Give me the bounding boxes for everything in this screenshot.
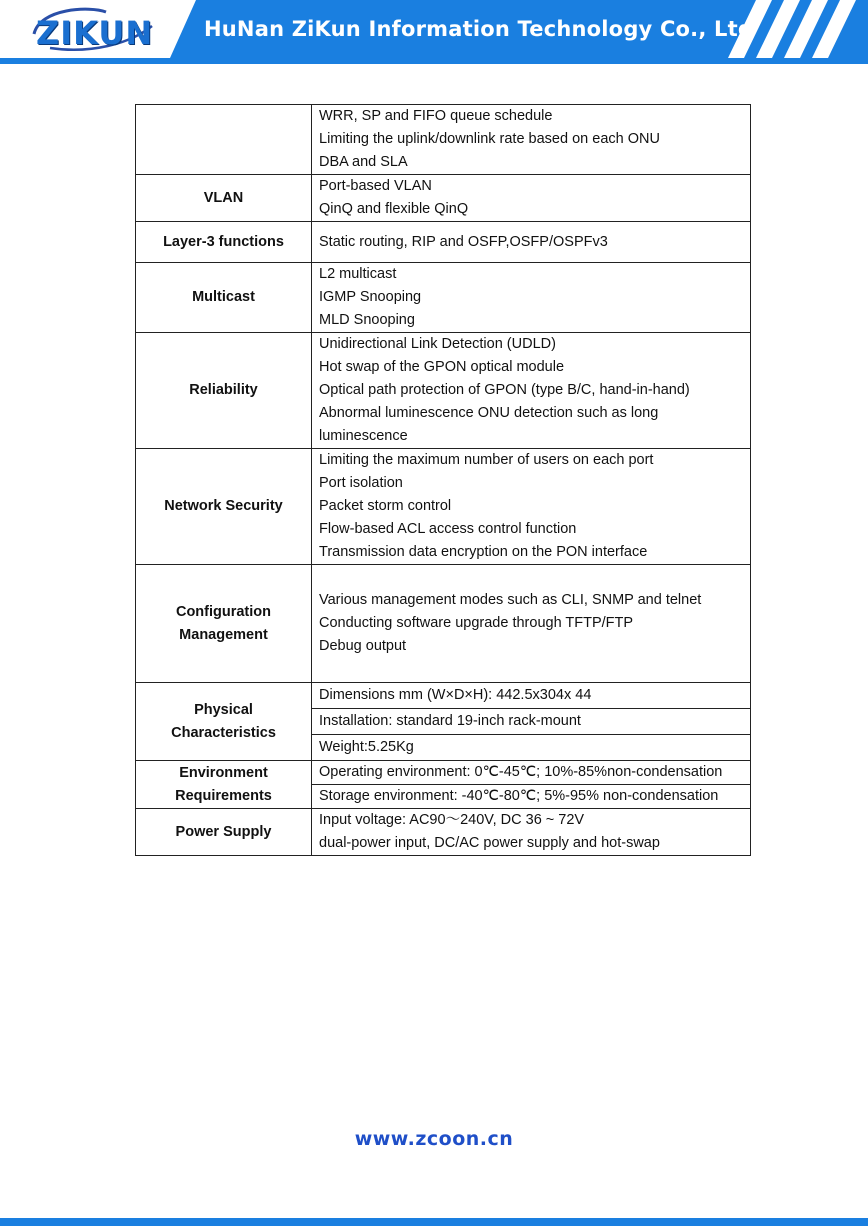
value-line: Static routing, RIP and OSFP,OSFP/OSPFv3 xyxy=(319,233,608,250)
category-label: Power Supply xyxy=(175,823,272,840)
category-label: VLAN xyxy=(203,189,244,206)
value-cell xyxy=(312,449,751,565)
category-cell xyxy=(136,565,312,683)
value-line: QinQ and flexible QinQ xyxy=(319,201,469,217)
table-row xyxy=(136,683,751,709)
value-line: Operating environment: 0℃-45℃; 10%-85%non-condensation xyxy=(319,764,723,780)
value-cell xyxy=(312,105,751,175)
value-line: Packet storm control xyxy=(319,498,452,514)
value-cell xyxy=(312,761,751,785)
page-header xyxy=(0,0,868,64)
value-line: Various management modes such as CLI, SNMP and telnet xyxy=(319,592,702,608)
table-row xyxy=(136,175,751,222)
category-label: Configuration xyxy=(175,603,272,620)
table-row xyxy=(136,222,751,263)
table-row xyxy=(136,565,751,683)
category-cell xyxy=(136,761,312,809)
value-cell xyxy=(312,175,751,222)
value-line: Limiting the maximum number of users on each port xyxy=(319,452,654,468)
category-cell xyxy=(136,683,312,761)
value-line: Weight:5.25Kg xyxy=(319,739,414,755)
value-line: Hot swap of the GPON optical module xyxy=(319,359,565,375)
value-line: Optical path protection of GPON (type B/C, hand-in-hand) xyxy=(319,382,690,398)
value-line: Flow-based ACL access control function xyxy=(319,521,577,537)
category-cell xyxy=(136,263,312,333)
category-label: Management xyxy=(179,626,268,643)
value-cell xyxy=(312,565,751,683)
spec-table xyxy=(135,104,751,856)
value-line: dual-power input, DC/AC power supply and hot-swap xyxy=(319,835,660,851)
value-line: Conducting software upgrade through TFTP/FTP xyxy=(319,615,634,631)
value-line: Port isolation xyxy=(319,475,403,491)
category-cell xyxy=(136,175,312,222)
category-label: Layer-3 functions xyxy=(163,233,284,250)
value-line: Limiting the uplink/downlink rate based on each ONU xyxy=(319,131,660,147)
value-cell xyxy=(312,709,751,735)
company-name: HuNan ZiKun Information Technology Co., Ltd xyxy=(204,17,754,41)
value-line: Dimensions mm (W×D×H): 442.5x304x 44 xyxy=(319,687,592,703)
footer-bar xyxy=(0,1218,868,1226)
value-cell xyxy=(312,263,751,333)
value-cell xyxy=(312,683,751,709)
value-line: Unidirectional Link Detection (UDLD) xyxy=(319,336,556,352)
value-line: MLD Snooping xyxy=(319,312,415,328)
category-cell xyxy=(136,105,312,175)
category-label: Network Security xyxy=(164,498,283,514)
logo-text: ZIKUN xyxy=(36,14,154,52)
value-line: Storage environment: -40℃-80℃; 5%-95% non-condensation xyxy=(319,788,719,804)
value-line: Port-based VLAN xyxy=(319,178,432,194)
table-row xyxy=(136,263,751,333)
category-label: Physical xyxy=(194,701,253,718)
value-line: DBA and SLA xyxy=(319,154,408,170)
header-underline xyxy=(0,58,868,64)
value-line: L2 multicast xyxy=(319,266,397,282)
category-cell xyxy=(136,222,312,263)
value-cell xyxy=(312,735,751,761)
value-line: Transmission data encryption on the PON interface xyxy=(319,544,648,560)
value-cell xyxy=(312,222,751,263)
category-label: Requirements xyxy=(175,787,272,804)
table-row xyxy=(136,449,751,565)
category-label: Characteristics xyxy=(171,724,276,741)
value-line: Abnormal luminescence ONU detection such as long xyxy=(319,405,659,421)
category-label: Environment xyxy=(179,764,268,781)
website-link[interactable]: www.zcoon.cn xyxy=(354,1128,514,1150)
table-row xyxy=(136,809,751,856)
value-cell xyxy=(312,333,751,449)
category-cell xyxy=(136,809,312,856)
value-line: Debug output xyxy=(319,638,407,654)
value-line: Input voltage: AC90～240V, DC 36 ~ 72V xyxy=(319,812,585,828)
table-row xyxy=(136,333,751,449)
value-cell xyxy=(312,809,751,856)
category-label: Reliability xyxy=(189,382,258,398)
value-line: WRR, SP and FIFO queue schedule xyxy=(319,108,553,124)
value-cell xyxy=(312,785,751,809)
table-row xyxy=(136,761,751,785)
value-line: IGMP Snooping xyxy=(319,289,422,305)
category-cell xyxy=(136,449,312,565)
table-row xyxy=(136,105,751,175)
company-logo xyxy=(30,4,160,54)
category-cell xyxy=(136,333,312,449)
value-line: luminescence xyxy=(319,428,408,444)
category-label: Multicast xyxy=(192,289,255,305)
value-line: Installation: standard 19-inch rack-mount xyxy=(319,713,581,729)
